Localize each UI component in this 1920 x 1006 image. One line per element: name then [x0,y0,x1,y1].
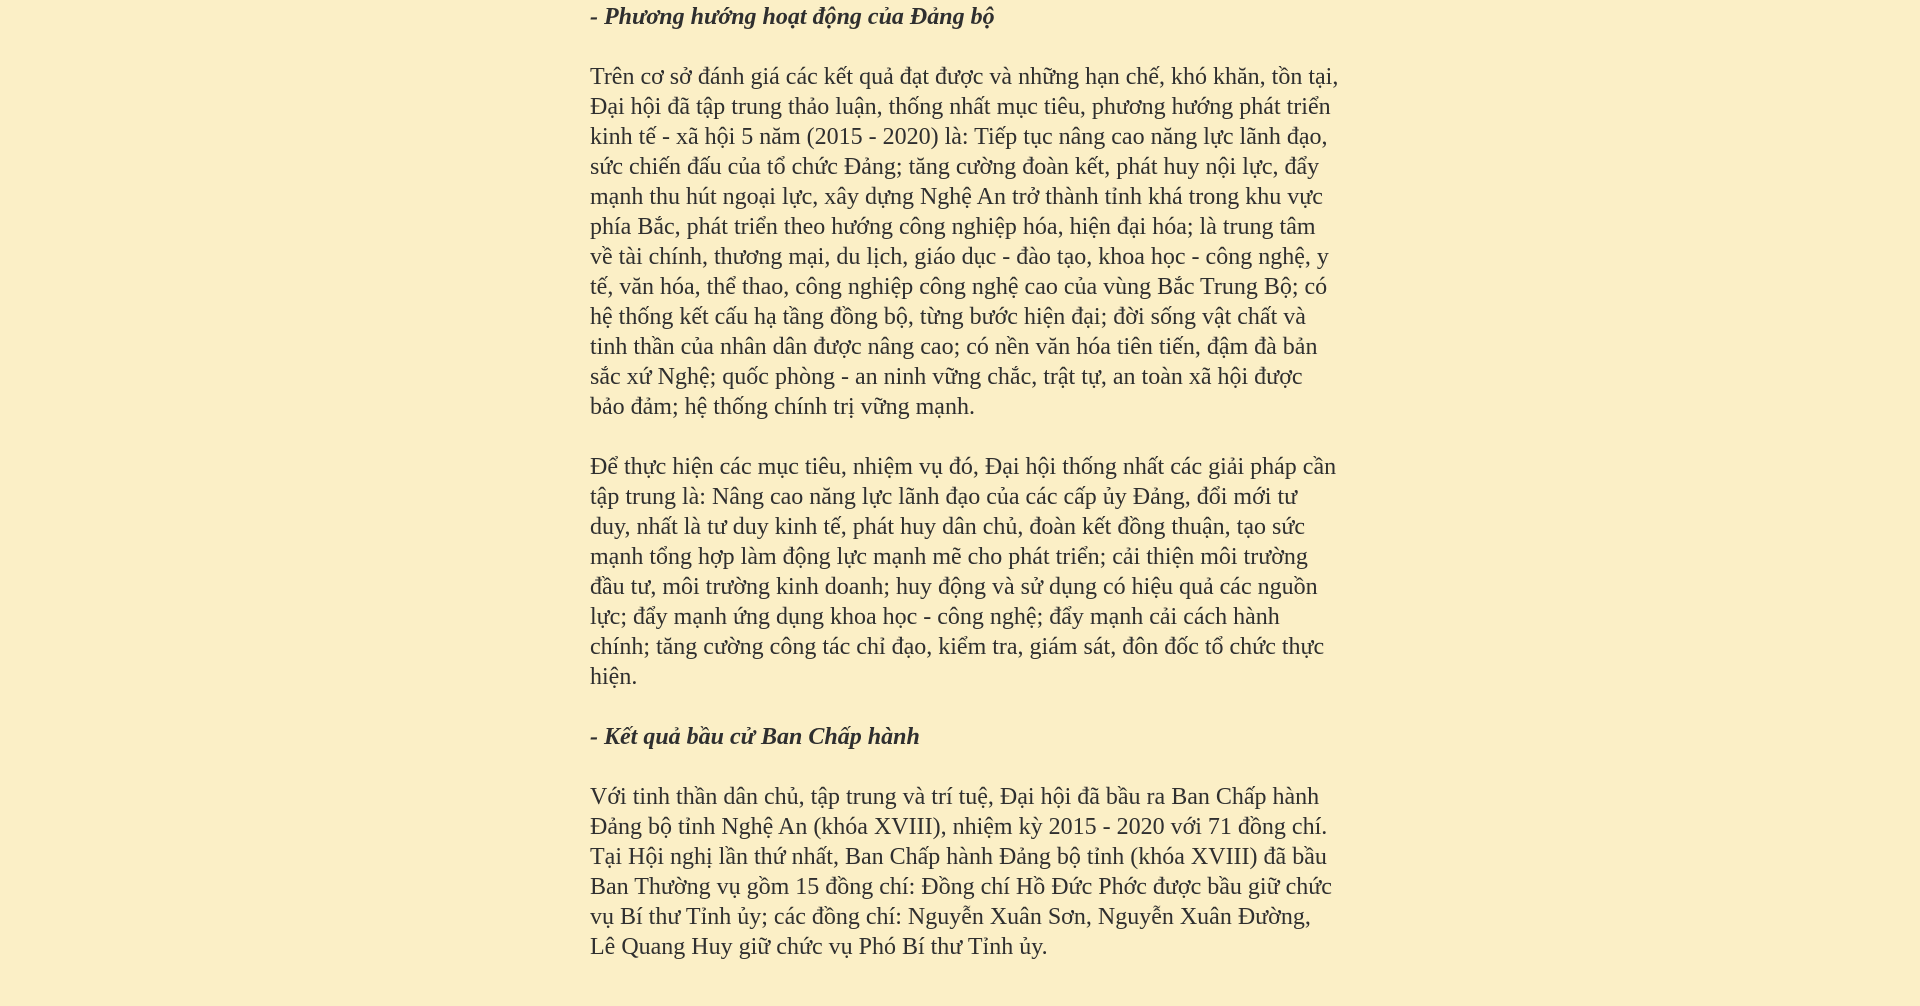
section-heading-direction: - Phương hướng hoạt động của Đảng bộ [590,4,995,30]
paragraph-solutions: Để thực hiện các mục tiêu, nhiệm vụ đó, Đại hội thống nhất các giải pháp cần tập trung là: Nâng cao năng lực lãnh đạo của các cấp ủy Đảng, đổi mới tư duy, nhất là tư duy kinh tế, phát huy dân chủ, đoàn kết đồng thuận, tạo sức mạnh tổng hợp làm động lực mạnh mẽ cho phát triển; cải thiện môi trường đầu tư, môi trường kinh doanh; huy động và sử dụng có hiệu quả các nguồn lực; đẩy mạnh ứng dụng khoa học - công nghệ; đẩy mạnh cải cách hành chính; tăng cường công tác chỉ đạo, kiểm tra, giám sát, đôn đốc tổ chức thực hiện. [590,454,1337,690]
article-body [590,0,1340,992]
paragraph-goals: Trên cơ sở đánh giá các kết quả đạt được và những hạn chế, khó khăn, tồn tại, Đại hội đã tập trung thảo luận, thống nhất mục tiêu, phương hướng phát triển kinh tế - xã hội 5 năm (2015 - 2020) là: Tiếp tục nâng cao năng lực lãnh đạo, sức chiến đấu của tổ chức Đảng; tăng cường đoàn kết, phát huy nội lực, đẩy mạnh thu hút ngoại lực, xây dựng Nghệ An trở thành tỉnh khá trong khu vực phía Bắc, phát triển theo hướng công nghiệp hóa, hiện đại hóa; là trung tâm về tài chính, thương mại, du lịch, giáo dục - đào tạo, khoa học - công nghệ, y tế, văn hóa, thể thao, công nghiệp công nghệ cao của vùng Bắc Trung Bộ; có hệ thống kết cấu hạ tầng đồng bộ, từng bước hiện đại; đời sống vật chất và tinh thần của nhân dân được nâng cao; có nền văn hóa tiên tiến, đậm đà bản sắc xứ Nghệ; quốc phòng - an ninh vững chắc, trật tự, an toàn xã hội được bảo đảm; hệ thống chính trị vững mạnh. [590,64,1339,420]
paragraph-election-results: Với tinh thần dân chủ, tập trung và trí tuệ, Đại hội đã bầu ra Ban Chấp hành Đảng bộ tỉnh Nghệ An (khóa XVIII), nhiệm kỳ 2015 - 2020 với 71 đồng chí. Tại Hội nghị lần thứ nhất, Ban Chấp hành Đảng bộ tỉnh (khóa XVIII) đã bầu Ban Thường vụ gồm 15 đồng chí: Đồng chí Hồ Đức Phớc được bầu giữ chức vụ Bí thư Tỉnh ủy; các đồng chí: Nguyễn Xuân Sơn, Nguyễn Xuân Đường, Lê Quang Huy giữ chức vụ Phó Bí thư Tỉnh ủy. [590,784,1332,960]
section-heading-election: - Kết quả bầu cử Ban Chấp hành [590,724,920,750]
